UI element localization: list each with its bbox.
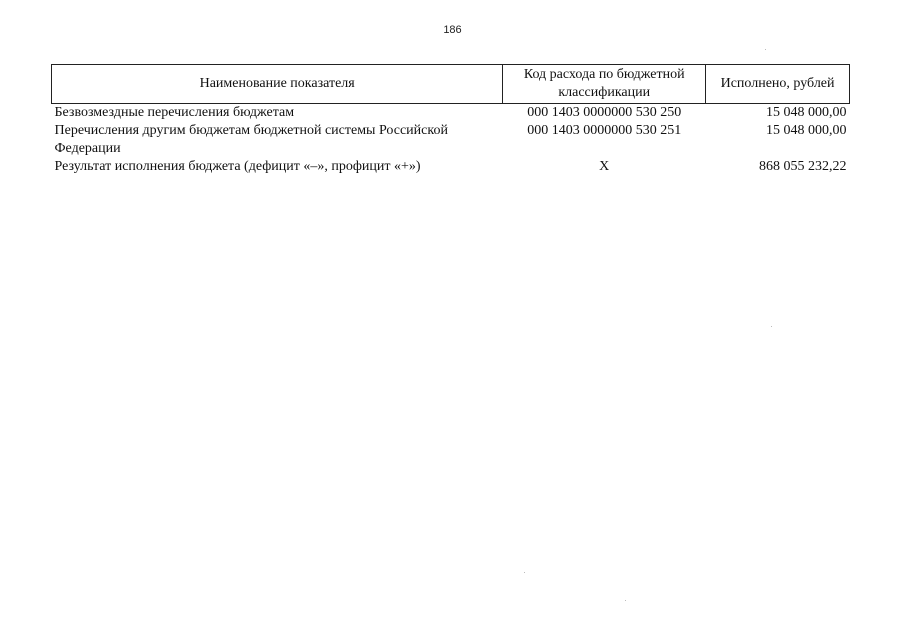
scan-speck	[771, 326, 772, 327]
table-header	[52, 65, 850, 104]
table-header-row	[52, 65, 850, 104]
table-row-result	[52, 158, 850, 176]
scan-speck	[524, 572, 525, 573]
table-body	[52, 104, 850, 177]
budget-table	[51, 64, 850, 176]
row-expense-code: 000 1403 0000000 530 250	[527, 105, 682, 120]
scan-speck	[765, 49, 766, 50]
row-indicator-name: Результат исполнения бюджета (дефицит «–», профицит «+»)	[54, 159, 421, 174]
row-indicator-name: Безвозмездные перечисления бюджетам	[54, 105, 295, 120]
row-executed-amount: 15 048 000,00	[766, 105, 847, 120]
header-indicator-name: Наименование показателя	[52, 65, 503, 104]
row-expense-code: 000 1403 0000000 530 251	[527, 123, 682, 138]
row-expense-code: X	[599, 159, 610, 174]
page-number: 186	[443, 24, 462, 36]
row-executed-amount: 15 048 000,00	[766, 123, 847, 138]
row-executed-amount: 868 055 232,22	[759, 159, 847, 174]
scan-speck	[625, 600, 626, 601]
table-row	[52, 122, 850, 158]
table-row	[52, 104, 850, 123]
row-indicator-name: Перечисления другим бюджетам бюджетной системы Российской Федерации	[54, 123, 448, 156]
header-expense-code: Код расхода по бюджетной классификации	[503, 65, 706, 104]
header-executed-amount: Исполнено, рублей	[706, 65, 850, 104]
